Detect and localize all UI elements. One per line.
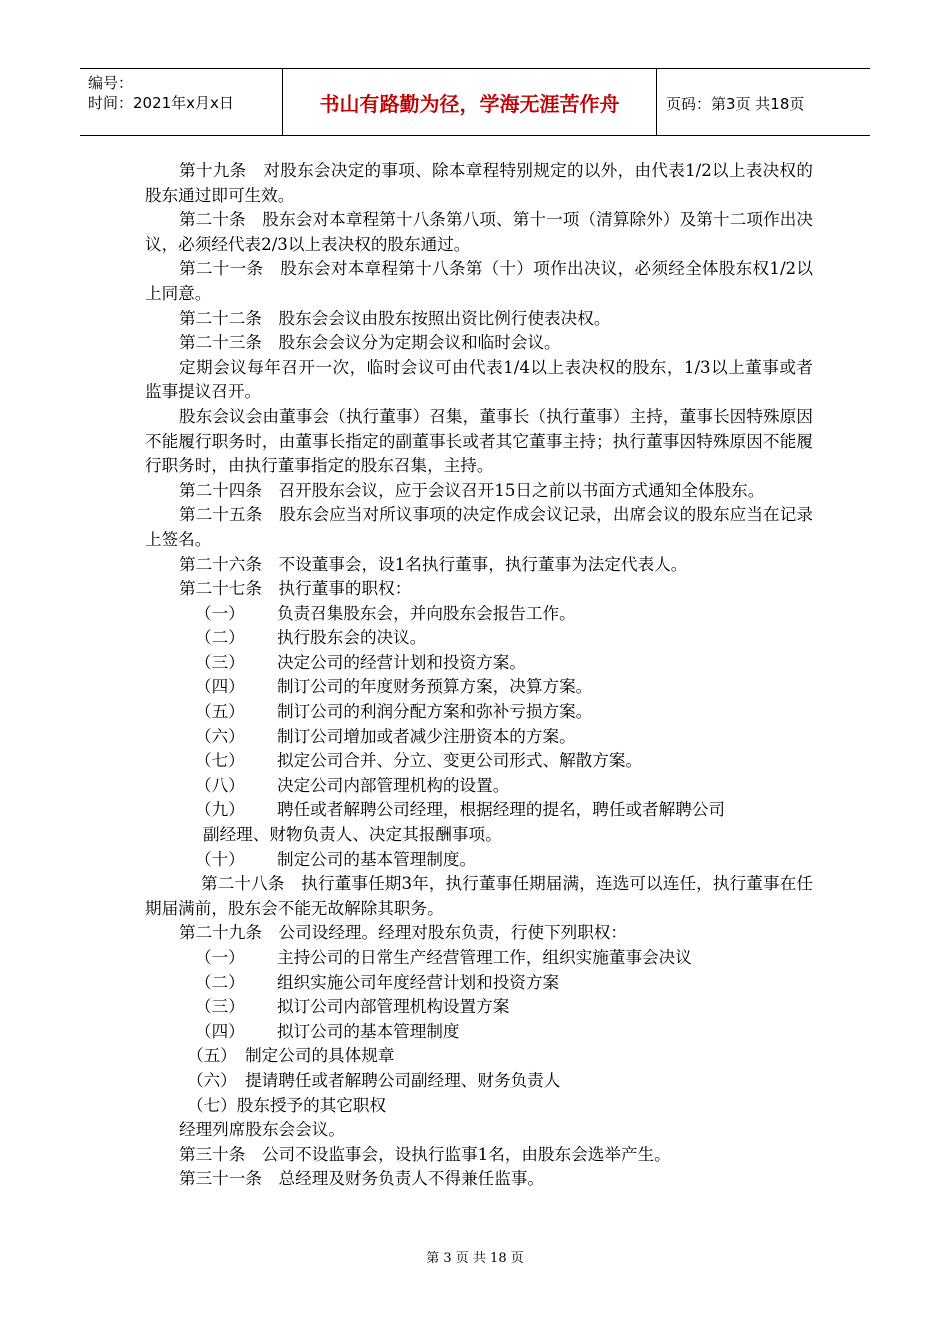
list-item: （六） 制订公司增加或者减少注册资本的方案。 [195, 726, 576, 746]
page-header [80, 68, 870, 136]
article-26: 第二十六条 不设董事会，设1名执行董事，执行董事为法定代表人。 [179, 554, 688, 574]
article-31: 第三十一条 总经理及财务负责人不得兼任监事。 [179, 1169, 545, 1189]
manager-attendance-paragraph: 经理列席股东会会议。 [179, 1120, 345, 1140]
article-21: 第二十一条 股东会对本章程第十八条第（十）项作出决议，必须经全体股东权1/2以上同意。 [145, 259, 813, 303]
article-27: 第二十七条 执行董事的职权： [179, 579, 412, 599]
list-item: （三） 拟订公司内部管理机构设置方案 [195, 997, 510, 1017]
list-item: （八） 决定公司内部管理机构的设置。 [195, 775, 510, 795]
list-item: （九） 聘任或者解聘公司经理，根据经理的提名，聘任或者解聘公司 [195, 800, 726, 820]
list-item: （二） 组织实施公司年度经营计划和投资方案 [195, 972, 560, 992]
article-25: 第二十五条 股东会应当对所议事项的决定作成会议记录，出席会议的股东应当在记录上签名。 [145, 505, 813, 549]
director-powers-list [145, 602, 813, 873]
article-22: 第二十二条 股东会会议由股东按照出资比例行使表决权。 [179, 308, 611, 328]
article-28: 第二十八条 执行董事任期3年，执行董事任期届满，连选可以连任，执行董事在任期届满前，股东会不能无故解除其职务。 [145, 874, 813, 918]
list-item: （二） 执行股东会的决议。 [195, 628, 427, 648]
number-label: 编号： [88, 74, 134, 92]
time-label: 时间：2021年x月x日 [88, 94, 234, 112]
meeting-convening-paragraph: 股东会议会由董事会（执行董事）召集，董事长（执行董事）主持，董事长因特殊原因不能履行职务时，由董事长指定的副董事长或者其它董事主持；执行董事因特殊原因不能履行职务时，由执行董事指定的股东召集，主持。 [145, 406, 813, 476]
list-item: （七）股东授予的其它职权 [187, 1095, 387, 1115]
manager-powers-list [145, 946, 813, 1044]
header-divider [656, 69, 657, 135]
regular-meeting-paragraph: 定期会议每年召开一次，临时会议可由代表1/4以上表决权的股东，1/3以上董事或者监事提议召开。 [145, 357, 813, 402]
list-item: （四） 制订公司的年度财务预算方案，决算方案。 [195, 677, 593, 697]
article-24: 第二十四条 召开股东会议，应于会议召开15日之前以书面方式通知全体股东。 [179, 480, 765, 500]
article-20: 第二十条 股东会对本章程第十八条第八项、第十一项（清算除外）及第十二项作出决议，必须经代表2/3以上表决权的股东通过。 [145, 210, 813, 254]
header-motto: 书山有路勤为径，学海无涯苦作舟 [319, 91, 620, 116]
list-item: （十） 制定公司的基本管理制度。 [195, 849, 477, 869]
document-body [145, 159, 813, 1192]
list-item: （一） 负责召集股东会，并向股东会报告工作。 [195, 603, 576, 623]
page-number-label: 页码：第3页 共18页 [666, 95, 805, 113]
list-item: （五） 制定公司的具体规章 [187, 1046, 395, 1066]
header-meta [88, 73, 234, 113]
list-item: （七） 拟定公司合并、分立、变更公司形式、解散方案。 [195, 751, 643, 771]
list-item-continuation: 副经理、财物负责人、决定其报酬事项。 [203, 825, 502, 845]
list-item: （四） 拟订公司的基本管理制度 [195, 1021, 460, 1041]
article-30: 第三十条 公司不设监事会，设执行监事1名，由股东会选举产生。 [179, 1144, 671, 1164]
list-item: （五） 制订公司的利润分配方案和弥补亏损方案。 [195, 702, 593, 722]
list-item: （三） 决定公司的经营计划和投资方案。 [195, 652, 526, 672]
page-footer: 第 3 页 共 18 页 [426, 1251, 524, 1266]
article-23: 第二十三条 股东会会议分为定期会议和临时会议。 [179, 333, 561, 353]
list-item: （一） 主持公司的日常生产经营管理工作，组织实施董事会决议 [195, 948, 692, 967]
article-19: 第十九条 对股东会决定的事项、除本章程特别规定的以外，由代表1/2以上表决权的股东通过即可生效。 [145, 161, 813, 205]
article-29: 第二十九条 公司设经理。经理对股东负责，行使下列职权： [179, 923, 628, 943]
list-item: （六） 提请聘任或者解聘公司副经理、财务负责人 [187, 1070, 561, 1090]
